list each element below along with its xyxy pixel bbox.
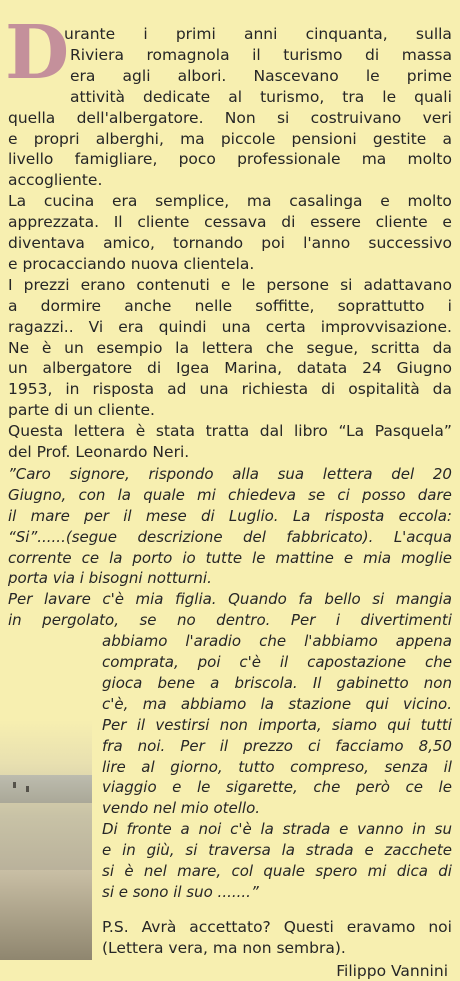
paragraph-line: apprezzata. Il cliente cessava di essere cliente e (8, 213, 452, 232)
paragraph-line: quella dell'albergatore. Non si costruivano veri (8, 108, 452, 127)
paragraph-line: accogliente. (8, 171, 103, 190)
letter-line: c'è, ma abbiamo la stazione qui vicino. (102, 694, 452, 713)
letter-line: Giugno, con la quale mi chiedeva se ci posso dare (8, 485, 452, 504)
letter-line: in pergolato, se no dentro. Per i divertimenti (8, 611, 452, 630)
photo-sand (0, 870, 92, 960)
paragraph-line: Questa lettera è stata tratta dal libro “La Pasquela” (8, 422, 452, 441)
letter-line: comprata, poi c'è il capostazione che (102, 653, 452, 671)
letter-line: Per lavare c'è mia figlia. Quando fa bello si mangia (8, 590, 452, 609)
photo-sea (0, 775, 92, 803)
paragraph-line: attività dedicate al turismo, tra le quali (70, 87, 452, 106)
paragraph-line: urante i primi anni cinquanta, sulla (64, 25, 452, 43)
letter-line: abbiamo l'aradio che l'abbiamo appena (102, 632, 452, 651)
letter-line: il mare per il mese di Luglio. La risposta eccola: (8, 506, 452, 525)
paragraph-line: 1953, in risposta ad una richiesta di ospitalità da (8, 380, 452, 399)
photo-figure (13, 782, 16, 788)
letter-line: viaggio e le sigarette, che però ce le (102, 778, 452, 797)
postscript-line: (Lettera vera, ma non sembra). (102, 938, 346, 957)
paragraph-line: livello famigliare, poco professionale ma molto (8, 150, 452, 169)
letter-line: lire al giorno, tutto compreso, senza il (102, 757, 452, 776)
paragraph-line: e propri alberghi, ma piccole pensioni gestite a (8, 129, 452, 148)
letter-line: gioca bene a briscola. Il gabinetto non (102, 673, 452, 692)
paragraph-line: I prezzi erano contenuti e le persone si adattavano (8, 275, 452, 294)
paragraph-line: parte di un cliente. (8, 401, 155, 420)
letter-line: ”Caro signore, rispondo alla sua lettera del 20 (8, 464, 452, 483)
letter-line: e in giù, si traversa la strada e zacchete (102, 841, 452, 860)
letter-line: Per il vestirsi non importa, siamo qui tutti (102, 715, 452, 734)
paragraph-line: del Prof. Leonardo Neri. (8, 443, 190, 461)
paragraph-line: Ne è un esempio la lettera che segue, scritta da (8, 338, 452, 357)
paragraph-line: era agli albori. Nascevano le prime (70, 66, 452, 85)
paragraph-line: un albergatore di Igea Marina, datata 24 Giugno (8, 359, 452, 378)
letter-line: vendo nel mio otello. (102, 799, 261, 818)
paragraph-line: ragazzi.. Vi era quindi una certa improvvisazione. (8, 317, 452, 336)
letter-line: corrente ce la porto io tutte le mattine e mia moglie (8, 548, 452, 567)
letter-line: “Si”......(segue descrizione del fabbricato). L'acqua (8, 527, 452, 546)
paragraph-line: Riviera romagnola il turismo di massa (70, 45, 452, 64)
photo-figure (26, 786, 29, 792)
paragraph-line: La cucina era semplice, ma casalinga e molto (8, 192, 452, 211)
paragraph-line: diventava amico, tornando poi l'anno successivo (8, 234, 452, 252)
postscript-line: P.S. Avrà accettato? Questi eravamo noi (102, 917, 452, 936)
letter-line: porta via i bisogni notturni. (8, 569, 212, 588)
letter-line: Di fronte a noi c'è la strada e vanno in su (102, 820, 452, 839)
letter-line: si è nel mare, col quale spero mi dica di (102, 862, 452, 880)
drop-cap: D (5, 10, 70, 96)
letter-line: fra noi. Per il prezzo ci facciamo 8,50 (102, 736, 452, 755)
paragraph-line: a dormire anche nelle soffitte, soprattutto i (8, 296, 452, 315)
letter-line: si e sono il suo .......” (102, 882, 259, 901)
paragraph-line: e procacciando nuova clientela. (8, 254, 255, 273)
author-signature: Filippo Vannini (336, 961, 448, 980)
beach-photo-fragment (0, 720, 92, 960)
